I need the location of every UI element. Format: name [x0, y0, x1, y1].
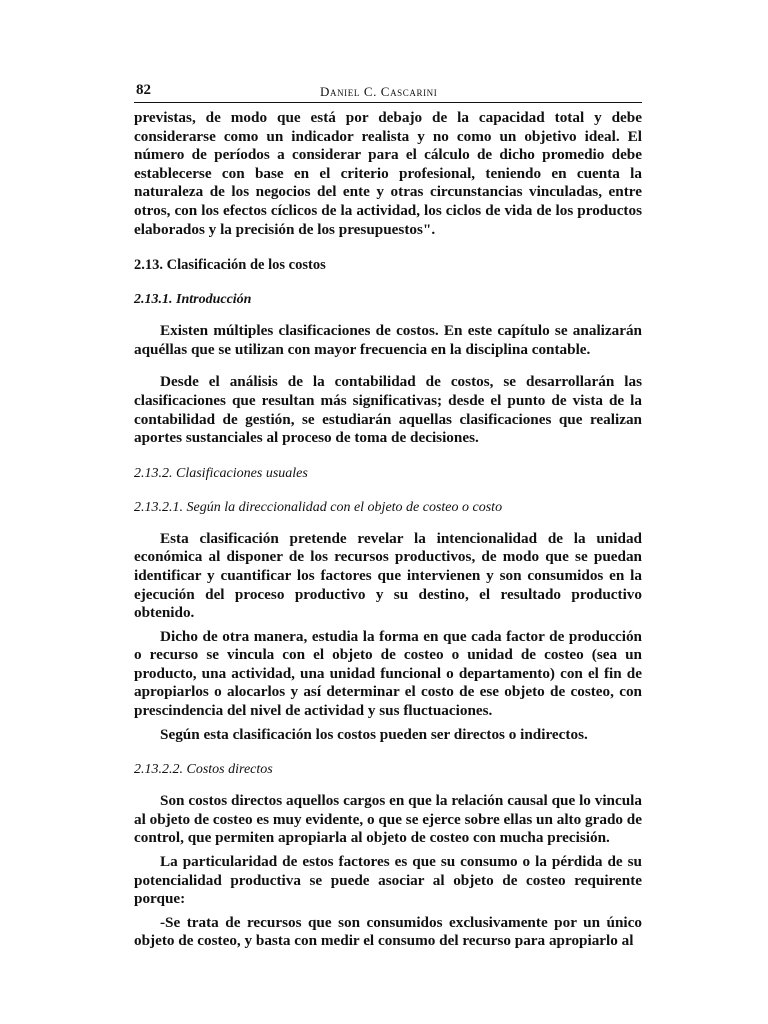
paragraph-direccionalidad-2: Dicho de otra manera, estudia la forma en que cada factor de producción o recurso se vincula con el objeto de costeo o unidad de costeo (sea un producto, una actividad, una unidad funcional o departamento) con el fin de apropiarlos o alocarlos y así determinar el costo de ese objeto de costeo, con prescindencia del nivel de actividad y sus fluctuaciones.	[134, 627, 642, 720]
subsubsection-heading-2-13-2-1: 2.13.2.1. Según la direccionalidad con el objeto de costeo o costo	[134, 499, 503, 515]
subsection-heading-2-13-1	[134, 292, 642, 308]
running-head-author: Daniel C. Cascarini	[320, 84, 438, 99]
paragraph-intro-2: Desde el análisis de la contabilidad de costos, se desarrollarán las clasificaciones que resultan más significativas; desde el punto de vista de la contabilidad de gestión, se estudiarán aquellas clasificaciones que realizan aportes sustanciales al proceso de toma de decisiones.	[134, 373, 642, 447]
paragraph-costos-directos-1: Son costos directos aquellos cargos en que la relación causal que lo vincula al objeto de costeo es muy evidente, o que se ejerce sobre ellas un alto grado de control, que permiten apropiarla al objeto de costeo con mucha precisión.	[134, 792, 642, 847]
book-page	[134, 78, 642, 951]
subsection-heading-2-13-1-text: 2.13.1. Introducción	[134, 292, 252, 308]
subsection-heading-2-13-2: 2.13.2. Clasificaciones usuales	[134, 465, 308, 481]
paragraph-costos-directos-3: -Se trata de recursos que son consumidos exclusivamente por un único objeto de costeo, y basta con medir el consumo del recurso para apropiarlo al	[134, 913, 642, 950]
section-heading-2-13: 2.13. Clasificación de los costos	[134, 257, 326, 274]
paragraph-direccionalidad-1: Esta clasificación pretende revelar la intencionalidad de la unidad económica al disponer de los recursos productivos, de modo que se puedan identificar y cuantificar los factores que intervienen y son consumidos en la ejecución del proceso productivo y su destino, el resultado productivo obtenido.	[134, 529, 642, 622]
paragraph-costos-directos-2: La particularidad de estos factores es que su consumo o la pérdida de su potencialidad productiva se puede asociar al objeto de costeo requirente porque:	[134, 853, 642, 908]
page-number: 82	[136, 82, 151, 98]
paragraph-continued: previstas, de modo que está por debajo de la capacidad total y debe considerarse como un indicador realista y no como un objetivo ideal. El número de períodos a considerar para el cálculo de dicho promedio debe establecerse con base en el criterio profesional, teniendo en cuenta la naturaleza de los negocios del ente y otras circunstancias vinculadas, entre otros, con los efectos cíclicos de la actividad, los ciclos de vida de los productos elaborados y la precisión de los presupuestos".	[134, 109, 642, 238]
running-header	[134, 78, 642, 103]
paragraph-direccionalidad-3: Según esta clasificación los costos pueden ser directos o indirectos.	[160, 725, 588, 743]
paragraph-intro-1: Existen múltiples clasificaciones de costos. En este capítulo se analizarán aquéllas que se utilizan con mayor frecuencia en la disciplina contable.	[134, 322, 642, 358]
subsubsection-heading-2-13-2-2: 2.13.2.2. Costos directos	[134, 762, 273, 778]
